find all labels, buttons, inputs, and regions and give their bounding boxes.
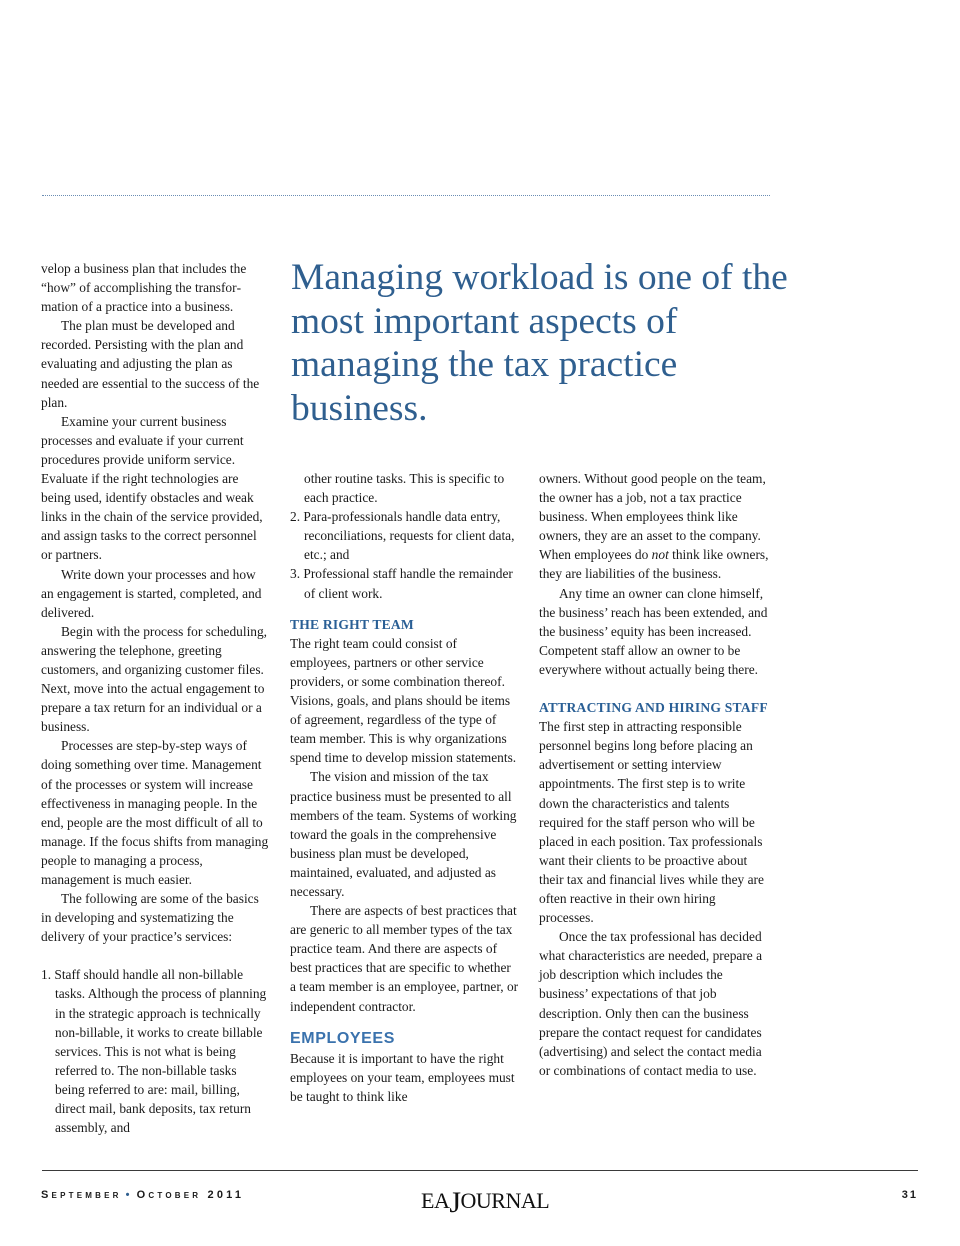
spacer [290,603,520,615]
list-item: 2. Para-professionals handle data entry, reconciliations, requests for client data, etc.; and [290,509,515,563]
article-column-1 [41,259,269,1137]
paragraph: Begin with the process for scheduling, answering the telephone, greeting customers, and organizing customer files. Next, move into the actual engagement to prepare a tax return for an individual or a business. [41,623,268,735]
paragraph: Processes are step-by-step ways of doing something over time. Management of the processes or system will increase effectiveness in managing people. In the end, people are the most difficult of all to manage. If the focus shifts from managing people to managing a process, management is much easier. [41,738,269,887]
paragraph: velop a business plan that includes the “how” of accomplishing the transformation of a practice into a business. [41,261,247,315]
paragraph: The vision and mission of the tax practice business must be presented to all members of the team. Systems of working toward the goals in the comprehensive business plan must be developed, maintained, evaluated, and adjusted as necessary. [290,769,517,899]
pull-quote: Managing workload is one of the most important aspects of managing the tax practice business. [291,257,788,429]
issue-month-2: October 2011 [136,1189,245,1201]
footer-rule [42,1170,918,1171]
text-run: owners. Without good people on the team, the owner has a job, not a tax practice business. When employees think like owners, they are an asset to the company. When employees do [539,471,766,563]
section-heading-employees: EMPLOYEES [290,1029,395,1047]
section-heading-hiring: ATTRACTING AND HIRING STAFF [539,700,768,716]
section-heading-right-team: THE RIGHT TEAM [290,616,414,632]
paragraph: Write down your processes and how an engagement is started, completed, and delivered. [41,566,262,620]
paragraph: The right team could consist of employees, partners or other service providers, or some combination thereof. Visions, goals, and plans should be items of agreement, regardless of the type of team member. This is why organizations spend time to develop mission statements. [290,635,517,766]
basics-list [41,965,269,1137]
spacer [41,946,269,965]
basics-list-continued [290,469,520,603]
paragraph: There are aspects of best practices that are generic to all member types of the tax practice team. And there are aspects of best practices that are specific to whether a team member is an employee, partner, or independent contractor. [290,903,519,1014]
page-number: 31 [901,1189,918,1201]
paragraph: Once the tax professional has decided what characteristics are needed, prepare a job description which includes the business’ expectations of that job description. Only then can the business prepare the contact request for candidates (advertising) and select the contact media or combinations of contact media to use. [539,929,763,1078]
spacer [539,679,769,698]
spacer [290,1016,520,1028]
bullet-separator: • [125,1189,133,1201]
top-dotted-rule [42,195,770,196]
paragraph: The first step in attracting responsible personnel begins long before placing an advertisement or setting interview appointments. The first step is to write down the characteristics and talents required for the staff person who will be placed in each position. Tax professionals want their clients to be proactive about their tax and financial lives while they are often reactive in their own hiring processes. [539,719,764,926]
list-item: other routine tasks. This is specific to each practice. [304,471,505,506]
text-run: think like owners, they are liabilities of the business. [539,547,769,582]
emphasis: not [651,547,669,563]
list-item: 1. Staff should handle all non-billable tasks. Although the process of planning in the strategic approach is technically non-billable, it works to create billable services. This is not what is being referred to. The non-billable tasks being referred to are: mail, billing, direct mail, bank deposits, tax return assembly, and [41,967,267,1136]
ea-journal-logo [421,1182,550,1219]
paragraph: Any time an owner can clone himself, the business’ reach has been extended, and the business’ equity has been increased. Competent staff allow an owner to be everywhere without actually being there. [539,585,768,677]
logo-ea: EA [421,1188,450,1213]
paragraph: Because it is important to have the right employees on your team, employees must be taught to think like [290,1050,515,1104]
issue-month-1: September [41,1189,122,1201]
article-column-3 [539,469,769,1080]
list-item: 3. Professional staff handle the remainder of client work. [290,566,513,601]
article-column-2 [290,469,520,1106]
logo-rest: OURNAL [460,1188,550,1213]
logo-j: J [449,1186,461,1219]
issue-date [41,1189,244,1201]
paragraph: The following are some of the basics in developing and systematizing the delivery of your practice’s services: [41,891,259,945]
paragraph [539,469,769,584]
paragraph: The plan must be developed and recorded. Persisting with the plan and evaluating and adjusting the plan as needed are essential to the success of the plan. [41,318,260,410]
paragraph: Examine your current business processes and evaluate if your current procedures provide uniform service. Evaluate if the right technologies are being used, identify obstacles and weak links in the chain of the service provided, and assign tasks to the correct personnel or partners. [41,413,263,563]
